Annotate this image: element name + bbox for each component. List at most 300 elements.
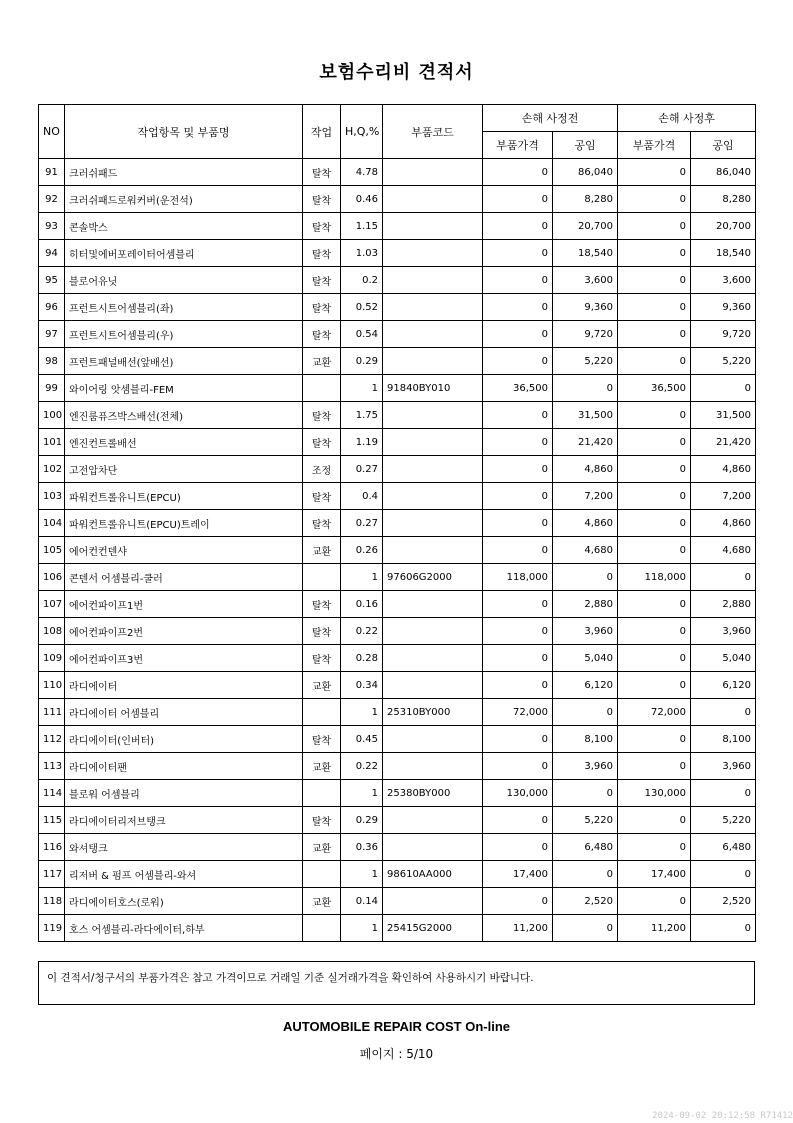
table-row	[39, 321, 756, 348]
row-after-part-price: 17,400	[618, 861, 691, 888]
table-row	[39, 402, 756, 429]
row-work-type: 탈착	[303, 321, 341, 348]
row-before-labor: 0	[553, 564, 618, 591]
row-part-code	[383, 429, 483, 456]
row-part-code: 25415G2000	[383, 915, 483, 942]
row-no: 119	[39, 915, 65, 942]
row-after-labor: 8,280	[691, 186, 756, 213]
row-after-part-price: 0	[618, 645, 691, 672]
row-no: 100	[39, 402, 65, 429]
row-before-part-price: 0	[483, 618, 553, 645]
row-hq: 0.14	[341, 888, 383, 915]
row-before-labor: 5,220	[553, 348, 618, 375]
row-work-type	[303, 699, 341, 726]
row-after-labor: 9,720	[691, 321, 756, 348]
row-before-part-price: 0	[483, 807, 553, 834]
footer-brand: AUTOMOBILE REPAIR COST On-line	[282, 1019, 511, 1034]
price-notice: 이 견적서/청구서의 부품가격은 참고 가격이므로 거래일 기준 실거래가격을 확인하여 사용하시기 바랍니다.	[38, 961, 755, 1005]
row-item-name: 라디에이터팬	[65, 753, 303, 780]
row-after-part-price: 0	[618, 618, 691, 645]
table-row	[39, 591, 756, 618]
row-no: 116	[39, 834, 65, 861]
row-after-labor: 0	[691, 375, 756, 402]
row-part-code	[383, 456, 483, 483]
row-hq: 1	[341, 699, 383, 726]
row-work-type: 탈착	[303, 429, 341, 456]
row-hq: 0.34	[341, 672, 383, 699]
row-part-code	[383, 186, 483, 213]
row-item-name: 라디에이터	[65, 672, 303, 699]
row-after-part-price: 0	[618, 240, 691, 267]
row-item-name: 에어컨컨덴샤	[65, 537, 303, 564]
row-after-labor: 5,220	[691, 348, 756, 375]
row-part-code	[383, 537, 483, 564]
row-hq: 1	[341, 861, 383, 888]
row-item-name: 에어컨파이프2번	[65, 618, 303, 645]
row-before-part-price: 11,200	[483, 915, 553, 942]
row-hq: 4.78	[341, 159, 383, 186]
header-work: 작업	[303, 105, 341, 159]
row-after-part-price: 0	[618, 726, 691, 753]
table-row	[39, 915, 756, 942]
row-part-code	[383, 834, 483, 861]
row-no: 107	[39, 591, 65, 618]
row-before-labor: 18,540	[553, 240, 618, 267]
row-part-code	[383, 321, 483, 348]
row-after-labor: 21,420	[691, 429, 756, 456]
row-item-name: 히터및에버포레이터어셈블리	[65, 240, 303, 267]
row-no: 95	[39, 267, 65, 294]
table-row	[39, 618, 756, 645]
row-work-type: 교환	[303, 888, 341, 915]
row-after-labor: 4,680	[691, 537, 756, 564]
row-item-name: 라디에이터리저브탱크	[65, 807, 303, 834]
row-after-labor: 4,860	[691, 456, 756, 483]
row-part-code: 98610AA000	[383, 861, 483, 888]
row-hq: 1	[341, 564, 383, 591]
table-row	[39, 672, 756, 699]
row-before-labor: 4,860	[553, 456, 618, 483]
table-row	[39, 348, 756, 375]
row-part-code: 25380BY000	[383, 780, 483, 807]
row-hq: 0.16	[341, 591, 383, 618]
row-before-part-price: 0	[483, 645, 553, 672]
row-no: 108	[39, 618, 65, 645]
row-after-part-price: 0	[618, 294, 691, 321]
row-work-type: 탈착	[303, 591, 341, 618]
row-after-labor: 5,040	[691, 645, 756, 672]
row-item-name: 라디에이터(인버터)	[65, 726, 303, 753]
row-before-labor: 0	[553, 699, 618, 726]
row-after-part-price: 11,200	[618, 915, 691, 942]
row-part-code	[383, 888, 483, 915]
row-before-labor: 0	[553, 780, 618, 807]
row-after-part-price: 0	[618, 402, 691, 429]
row-after-labor: 20,700	[691, 213, 756, 240]
row-after-part-price: 0	[618, 483, 691, 510]
row-after-labor: 6,480	[691, 834, 756, 861]
row-work-type	[303, 915, 341, 942]
row-after-part-price: 0	[618, 888, 691, 915]
row-item-name: 고전압차단	[65, 456, 303, 483]
row-before-labor: 6,120	[553, 672, 618, 699]
table-row	[39, 780, 756, 807]
row-item-name: 와셔탱크	[65, 834, 303, 861]
row-after-part-price: 0	[618, 348, 691, 375]
row-item-name: 프런트패널배선(앞배선)	[65, 348, 303, 375]
row-before-labor: 31,500	[553, 402, 618, 429]
row-after-part-price: 36,500	[618, 375, 691, 402]
row-item-name: 엔진컨트롤배선	[65, 429, 303, 456]
row-after-labor: 8,100	[691, 726, 756, 753]
row-item-name: 엔진룸퓨즈박스배선(전체)	[65, 402, 303, 429]
row-before-part-price: 72,000	[483, 699, 553, 726]
header-before-part-price: 부품가격	[483, 132, 553, 159]
row-hq: 1.03	[341, 240, 383, 267]
row-before-labor: 2,520	[553, 888, 618, 915]
table-row	[39, 645, 756, 672]
header-after-adjustment: 손해 사정후	[618, 105, 756, 132]
row-item-name: 프런트시트어셈블리(우)	[65, 321, 303, 348]
row-before-part-price: 0	[483, 213, 553, 240]
row-after-labor: 6,120	[691, 672, 756, 699]
row-after-labor: 3,600	[691, 267, 756, 294]
row-hq: 1.15	[341, 213, 383, 240]
header-after-labor: 공임	[691, 132, 756, 159]
row-item-name: 와이어링 앗셈블리-FEM	[65, 375, 303, 402]
row-before-labor: 6,480	[553, 834, 618, 861]
row-part-code	[383, 726, 483, 753]
row-part-code: 97606G2000	[383, 564, 483, 591]
row-work-type: 교환	[303, 753, 341, 780]
table-row	[39, 699, 756, 726]
row-item-name: 에어컨파이프3번	[65, 645, 303, 672]
row-hq: 0.45	[341, 726, 383, 753]
row-no: 91	[39, 159, 65, 186]
row-no: 97	[39, 321, 65, 348]
row-after-part-price: 0	[618, 537, 691, 564]
row-hq: 0.27	[341, 510, 383, 537]
row-before-part-price: 0	[483, 294, 553, 321]
row-after-part-price: 0	[618, 321, 691, 348]
row-before-labor: 5,040	[553, 645, 618, 672]
row-after-labor: 2,880	[691, 591, 756, 618]
row-work-type: 교환	[303, 348, 341, 375]
row-no: 112	[39, 726, 65, 753]
row-part-code	[383, 645, 483, 672]
table-row	[39, 861, 756, 888]
table-row	[39, 429, 756, 456]
row-hq: 1	[341, 375, 383, 402]
row-before-part-price: 0	[483, 834, 553, 861]
row-part-code	[383, 672, 483, 699]
row-after-part-price: 0	[618, 510, 691, 537]
row-hq: 0.29	[341, 807, 383, 834]
header-before-adjustment: 손해 사정전	[483, 105, 618, 132]
row-work-type: 탈착	[303, 186, 341, 213]
row-no: 99	[39, 375, 65, 402]
table-row	[39, 510, 756, 537]
table-body	[39, 159, 756, 942]
table-row	[39, 186, 756, 213]
row-part-code: 25310BY000	[383, 699, 483, 726]
table-row	[39, 375, 756, 402]
row-after-labor: 0	[691, 564, 756, 591]
row-item-name: 파워컨트롤유니트(EPCU)트레이	[65, 510, 303, 537]
row-before-part-price: 0	[483, 591, 553, 618]
row-no: 114	[39, 780, 65, 807]
row-no: 118	[39, 888, 65, 915]
row-after-part-price: 0	[618, 672, 691, 699]
row-no: 96	[39, 294, 65, 321]
header-item: 작업항목 및 부품명	[65, 105, 303, 159]
table-row	[39, 753, 756, 780]
row-work-type: 탈착	[303, 807, 341, 834]
row-before-part-price: 0	[483, 240, 553, 267]
row-part-code	[383, 294, 483, 321]
row-hq: 1	[341, 915, 383, 942]
row-hq: 0.27	[341, 456, 383, 483]
row-item-name: 프런트시트어셈블리(좌)	[65, 294, 303, 321]
row-before-labor: 20,700	[553, 213, 618, 240]
row-part-code	[383, 807, 483, 834]
header-hq: H,Q,%	[341, 105, 383, 159]
row-before-part-price: 0	[483, 186, 553, 213]
row-after-part-price: 72,000	[618, 699, 691, 726]
row-before-part-price: 0	[483, 159, 553, 186]
row-item-name: 에어컨파이프1번	[65, 591, 303, 618]
row-no: 105	[39, 537, 65, 564]
row-after-labor: 31,500	[691, 402, 756, 429]
row-before-part-price: 0	[483, 753, 553, 780]
row-no: 94	[39, 240, 65, 267]
row-item-name: 콘솔박스	[65, 213, 303, 240]
row-before-part-price: 0	[483, 456, 553, 483]
row-before-part-price: 0	[483, 888, 553, 915]
document-title: 보험수리비 견적서	[319, 62, 474, 83]
row-no: 103	[39, 483, 65, 510]
row-before-labor: 3,960	[553, 618, 618, 645]
row-after-labor: 4,860	[691, 510, 756, 537]
row-before-labor: 8,100	[553, 726, 618, 753]
row-item-name: 호스 어셈블리-라다에이터,하부	[65, 915, 303, 942]
row-hq: 0.29	[341, 348, 383, 375]
row-before-labor: 9,720	[553, 321, 618, 348]
row-before-labor: 3,960	[553, 753, 618, 780]
print-timestamp: 2024-09-02 20:12:58 R71412	[652, 1111, 793, 1121]
row-after-part-price: 0	[618, 267, 691, 294]
row-after-part-price: 0	[618, 456, 691, 483]
row-work-type: 조정	[303, 456, 341, 483]
table-row	[39, 456, 756, 483]
row-item-name: 크러쉬패드	[65, 159, 303, 186]
row-hq: 1.19	[341, 429, 383, 456]
row-hq: 0.54	[341, 321, 383, 348]
row-hq: 1	[341, 780, 383, 807]
row-before-labor: 86,040	[553, 159, 618, 186]
row-no: 92	[39, 186, 65, 213]
row-after-labor: 3,960	[691, 618, 756, 645]
table-row	[39, 537, 756, 564]
row-no: 117	[39, 861, 65, 888]
row-before-labor: 0	[553, 861, 618, 888]
row-part-code	[383, 159, 483, 186]
table-row	[39, 159, 756, 186]
row-part-code: 91840BY010	[383, 375, 483, 402]
table-row	[39, 726, 756, 753]
row-after-part-price: 0	[618, 834, 691, 861]
row-after-labor: 0	[691, 699, 756, 726]
row-before-part-price: 0	[483, 483, 553, 510]
row-before-labor: 8,280	[553, 186, 618, 213]
row-after-part-price: 0	[618, 807, 691, 834]
row-before-part-price: 0	[483, 402, 553, 429]
row-before-part-price: 118,000	[483, 564, 553, 591]
row-hq: 0.22	[341, 753, 383, 780]
row-before-part-price: 0	[483, 348, 553, 375]
row-no: 109	[39, 645, 65, 672]
row-before-part-price: 36,500	[483, 375, 553, 402]
row-after-part-price: 0	[618, 591, 691, 618]
row-before-part-price: 0	[483, 726, 553, 753]
row-after-part-price: 0	[618, 429, 691, 456]
row-no: 102	[39, 456, 65, 483]
row-item-name: 리저버 & 펌프 어셈블리-와셔	[65, 861, 303, 888]
row-after-labor: 0	[691, 780, 756, 807]
row-no: 106	[39, 564, 65, 591]
table-row	[39, 564, 756, 591]
row-before-labor: 5,220	[553, 807, 618, 834]
row-no: 104	[39, 510, 65, 537]
row-after-labor: 2,520	[691, 888, 756, 915]
row-no: 113	[39, 753, 65, 780]
row-before-part-price: 0	[483, 321, 553, 348]
row-part-code	[383, 267, 483, 294]
row-part-code	[383, 348, 483, 375]
row-hq: 0.26	[341, 537, 383, 564]
row-after-part-price: 0	[618, 159, 691, 186]
row-after-labor: 86,040	[691, 159, 756, 186]
row-no: 111	[39, 699, 65, 726]
row-part-code	[383, 510, 483, 537]
header-before-labor: 공임	[553, 132, 618, 159]
row-after-part-price: 0	[618, 186, 691, 213]
row-work-type: 탈착	[303, 645, 341, 672]
row-after-labor: 0	[691, 915, 756, 942]
table-row	[39, 888, 756, 915]
row-item-name: 라디에이터 어셈블리	[65, 699, 303, 726]
row-part-code	[383, 618, 483, 645]
row-after-labor: 3,960	[691, 753, 756, 780]
row-after-labor: 7,200	[691, 483, 756, 510]
row-part-code	[383, 753, 483, 780]
row-work-type	[303, 375, 341, 402]
row-after-labor: 0	[691, 861, 756, 888]
row-item-name: 라디에이터호스(로워)	[65, 888, 303, 915]
row-after-labor: 18,540	[691, 240, 756, 267]
row-before-labor: 4,680	[553, 537, 618, 564]
row-item-name: 크러쉬패드로워커버(운전석)	[65, 186, 303, 213]
row-before-labor: 0	[553, 915, 618, 942]
row-work-type: 탈착	[303, 402, 341, 429]
row-before-labor: 21,420	[553, 429, 618, 456]
row-work-type	[303, 564, 341, 591]
row-no: 101	[39, 429, 65, 456]
row-work-type: 탈착	[303, 483, 341, 510]
row-work-type	[303, 780, 341, 807]
row-before-part-price: 0	[483, 267, 553, 294]
row-before-part-price: 0	[483, 537, 553, 564]
row-work-type	[303, 861, 341, 888]
row-work-type: 탈착	[303, 726, 341, 753]
row-work-type: 교환	[303, 537, 341, 564]
row-before-labor: 2,880	[553, 591, 618, 618]
row-before-labor: 4,860	[553, 510, 618, 537]
header-after-part-price: 부품가격	[618, 132, 691, 159]
row-after-part-price: 0	[618, 753, 691, 780]
row-hq: 0.46	[341, 186, 383, 213]
header-no: NO	[39, 105, 65, 159]
row-after-part-price: 130,000	[618, 780, 691, 807]
table-row	[39, 807, 756, 834]
page-number: 페이지 : 5/10	[359, 1047, 434, 1061]
row-work-type: 교환	[303, 834, 341, 861]
row-before-labor: 7,200	[553, 483, 618, 510]
table-row	[39, 267, 756, 294]
row-before-part-price: 17,400	[483, 861, 553, 888]
row-before-part-price: 0	[483, 672, 553, 699]
row-item-name: 블로워 어셈블리	[65, 780, 303, 807]
row-hq: 0.2	[341, 267, 383, 294]
row-before-labor: 0	[553, 375, 618, 402]
table-row	[39, 294, 756, 321]
row-hq: 0.22	[341, 618, 383, 645]
row-part-code	[383, 483, 483, 510]
row-before-part-price: 0	[483, 429, 553, 456]
row-work-type: 탈착	[303, 510, 341, 537]
row-work-type: 탈착	[303, 159, 341, 186]
row-work-type: 탈착	[303, 267, 341, 294]
row-no: 110	[39, 672, 65, 699]
row-work-type: 탈착	[303, 213, 341, 240]
row-part-code	[383, 591, 483, 618]
row-part-code	[383, 213, 483, 240]
row-item-name: 콘덴서 어셈블리-쿨러	[65, 564, 303, 591]
table-row	[39, 213, 756, 240]
row-part-code	[383, 402, 483, 429]
row-after-part-price: 0	[618, 213, 691, 240]
header-part-code: 부품코드	[383, 105, 483, 159]
row-part-code	[383, 240, 483, 267]
row-work-type: 탈착	[303, 240, 341, 267]
row-hq: 0.4	[341, 483, 383, 510]
row-before-part-price: 130,000	[483, 780, 553, 807]
row-hq: 1.75	[341, 402, 383, 429]
row-hq: 0.52	[341, 294, 383, 321]
row-work-type: 탈착	[303, 294, 341, 321]
row-no: 93	[39, 213, 65, 240]
row-no: 115	[39, 807, 65, 834]
row-after-labor: 9,360	[691, 294, 756, 321]
table-row	[39, 834, 756, 861]
row-item-name: 블로어유닛	[65, 267, 303, 294]
row-before-labor: 9,360	[553, 294, 618, 321]
row-hq: 0.36	[341, 834, 383, 861]
row-before-labor: 3,600	[553, 267, 618, 294]
row-before-part-price: 0	[483, 510, 553, 537]
row-work-type: 탈착	[303, 618, 341, 645]
row-after-labor: 5,220	[691, 807, 756, 834]
